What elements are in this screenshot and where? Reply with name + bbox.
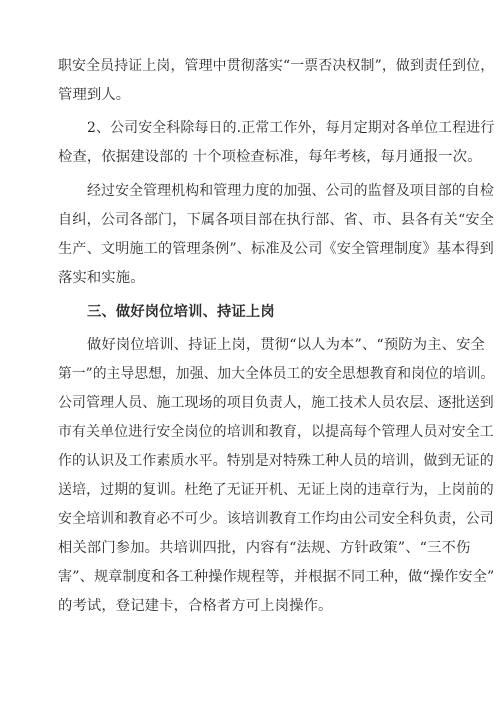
- text-line: 做好岗位培训、持证上岗，贯彻“以人为本”、“预防为主、安全: [87, 337, 485, 353]
- text-line: 市有关单位进行安全岗位的培训和教育，以提高每个管理人员对安全工: [58, 424, 494, 440]
- text-line: 作的认识及工作素质水平。特别是对特殊工种人员的培训，做到无证的: [58, 453, 494, 469]
- text-line: 经过安全管理机构和管理力度的加强、公司的监督及项目部的自检: [87, 183, 494, 199]
- section-heading: 三、做好岗位培训、持证上岗: [87, 304, 275, 320]
- text-line: 公司管理人员、施工现场的项目负责人，施工技术人员农层、逐批送到: [58, 395, 494, 411]
- text-line: 职安全员持证上岗，管理中贯彻落实“一票否决权制”，做到责任到位，: [58, 58, 495, 74]
- text-line: 生产、文明施工的管理条例”、标准及公司《安全管理制度》基本得到: [58, 241, 494, 257]
- text-line: 相关部门参加。共培训四批，内容有“法规、方针政策”、“三不伤: [58, 540, 471, 556]
- text-line: 第一”的主导思想，加强、加大全体员工的安全思想教育和岗位的培训。: [58, 366, 495, 382]
- text-line: 管理到人。: [58, 87, 131, 103]
- text-line: 2、公司安全科除每日的.正常工作外，每月定期对各单位工程进行: [87, 120, 495, 136]
- text-line: 落实和实施。: [58, 270, 145, 286]
- text-line: 的考试，登记建卡，合格者方可上岗操作。: [58, 598, 333, 614]
- text-line: 检查，依据建设部的 十个项检查标准，每年考核，每月通报一次。: [58, 149, 482, 165]
- text-line: 送培，过期的复训。杜绝了无证开机、无证上岗的违章行为，上岗前的: [58, 482, 494, 498]
- text-line: 自纠，公司各部门，下属各项目部在执行部、省、市、县各有关“安全: [58, 212, 494, 228]
- text-line: 害”、规章制度和各工种操作规程等，并根据不同工种，做“操作安全”: [58, 569, 495, 585]
- text-line: 安全培训和教育必不可少。该培训教育工作均由公司安全科负责，公司: [58, 511, 494, 527]
